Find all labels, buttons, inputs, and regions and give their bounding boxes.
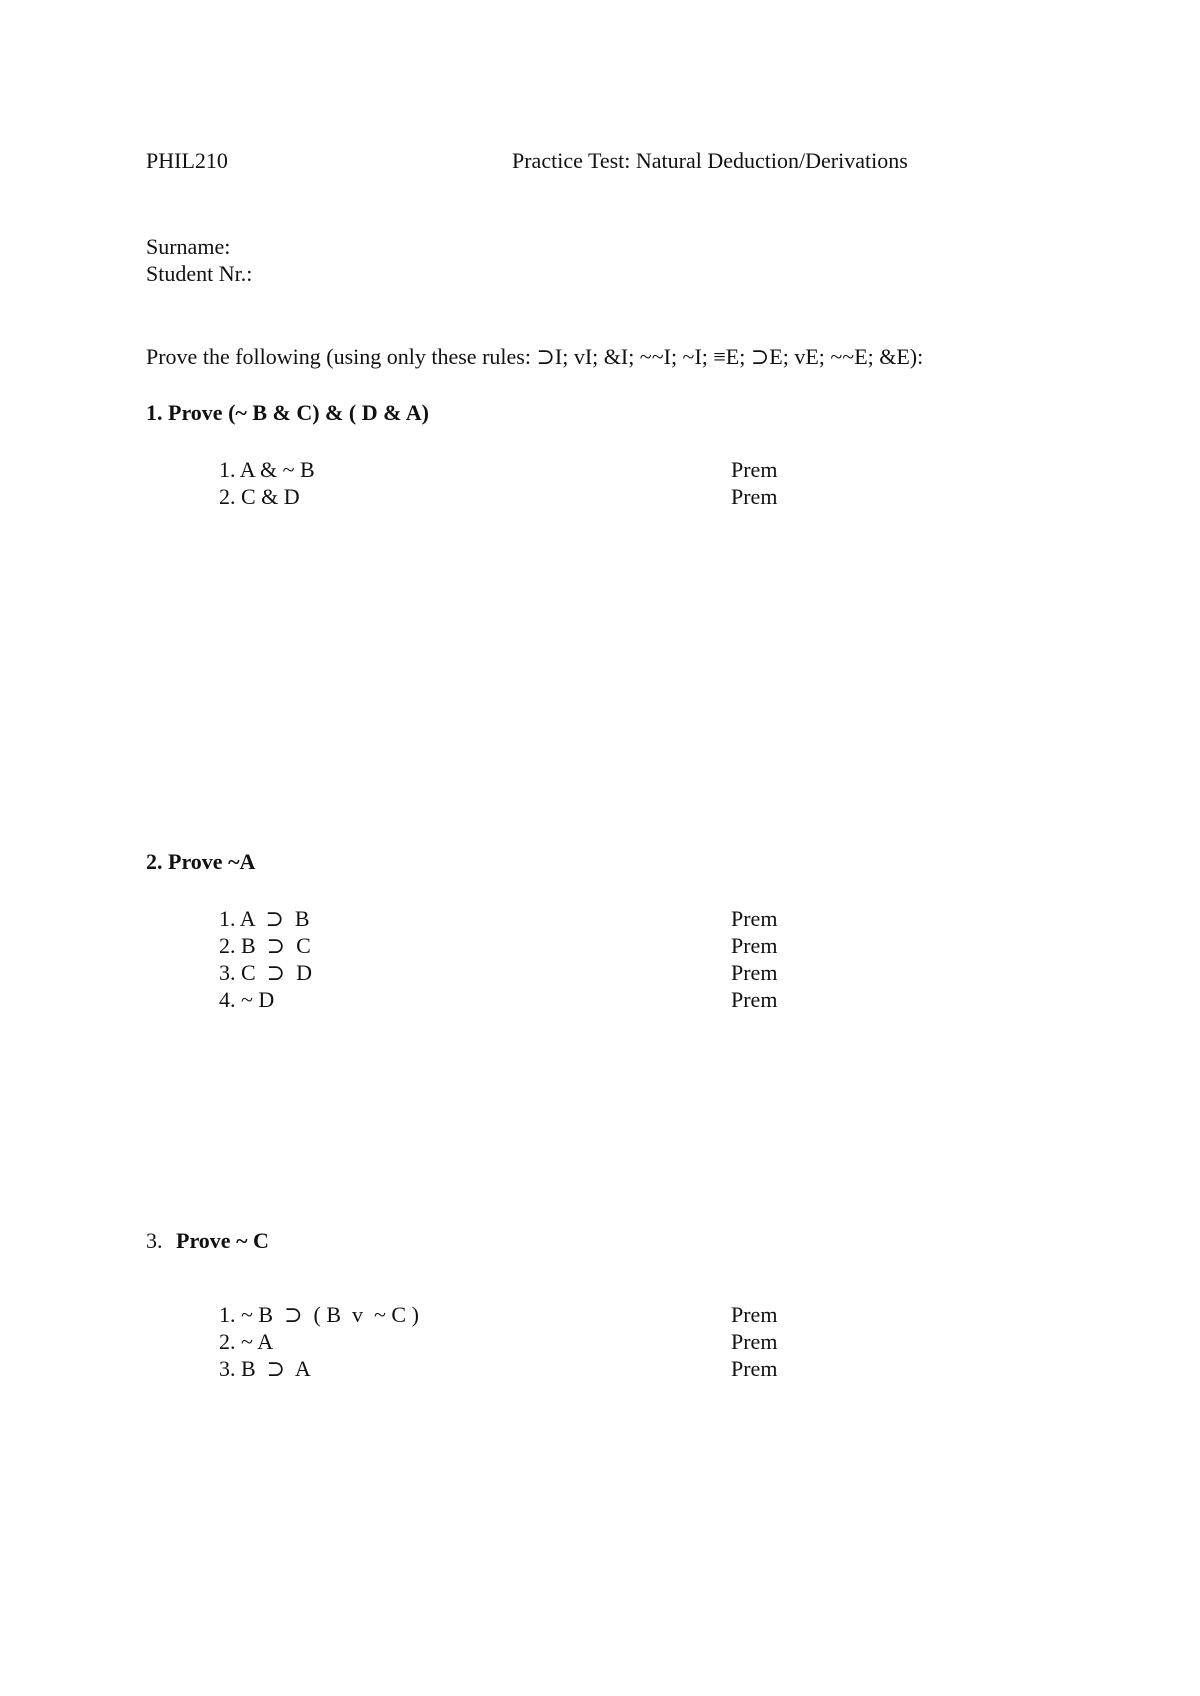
student-nr-label: Student Nr.: (146, 261, 253, 286)
problem-2-premise-3-justification: Prem (731, 960, 778, 985)
problem-3-heading: Prove ~ C (176, 1228, 269, 1253)
problem-2-premise-4-justification: Prem (731, 987, 778, 1012)
problem-1-premise-2-justification: Prem (731, 484, 778, 509)
problem-2-premise-3: 3. C ⊃ D (219, 960, 312, 985)
problem-3-premise-1: 1. ~ B ⊃ ( B v ~ C ) (219, 1302, 419, 1327)
problem-1-heading: 1. Prove (~ B & C) & ( D & A) (146, 400, 429, 425)
document-title: Practice Test: Natural Deduction/Derivations (512, 148, 908, 173)
problem-2-premise-1: 1. A ⊃ B (219, 906, 310, 931)
instructions: Prove the following (using only these rules: ⊃I; vI; &I; ~~I; ~I; ≡E; ⊃E; vE; ~~E; &E): (146, 344, 924, 369)
problem-1-premise-1: 1. A & ~ B (219, 457, 315, 482)
problem-3-number: 3. (146, 1228, 163, 1253)
problem-3-premise-1-justification: Prem (731, 1302, 778, 1327)
problem-3-premise-3: 3. B ⊃ A (219, 1356, 311, 1381)
problem-3-premise-2: 2. ~ A (219, 1329, 274, 1354)
problem-3-premise-2-justification: Prem (731, 1329, 778, 1354)
problem-1-premise-1-justification: Prem (731, 457, 778, 482)
course-code: PHIL210 (146, 148, 228, 173)
problem-1-premise-2: 2. C & D (219, 484, 300, 509)
problem-2-premise-2: 2. B ⊃ C (219, 933, 311, 958)
problem-2-premise-4: 4. ~ D (219, 987, 275, 1012)
problem-2-premise-2-justification: Prem (731, 933, 778, 958)
surname-label: Surname: (146, 234, 231, 259)
problem-2-premise-1-justification: Prem (731, 906, 778, 931)
problem-2-heading: 2. Prove ~A (146, 849, 256, 874)
problem-3-premise-3-justification: Prem (731, 1356, 778, 1381)
